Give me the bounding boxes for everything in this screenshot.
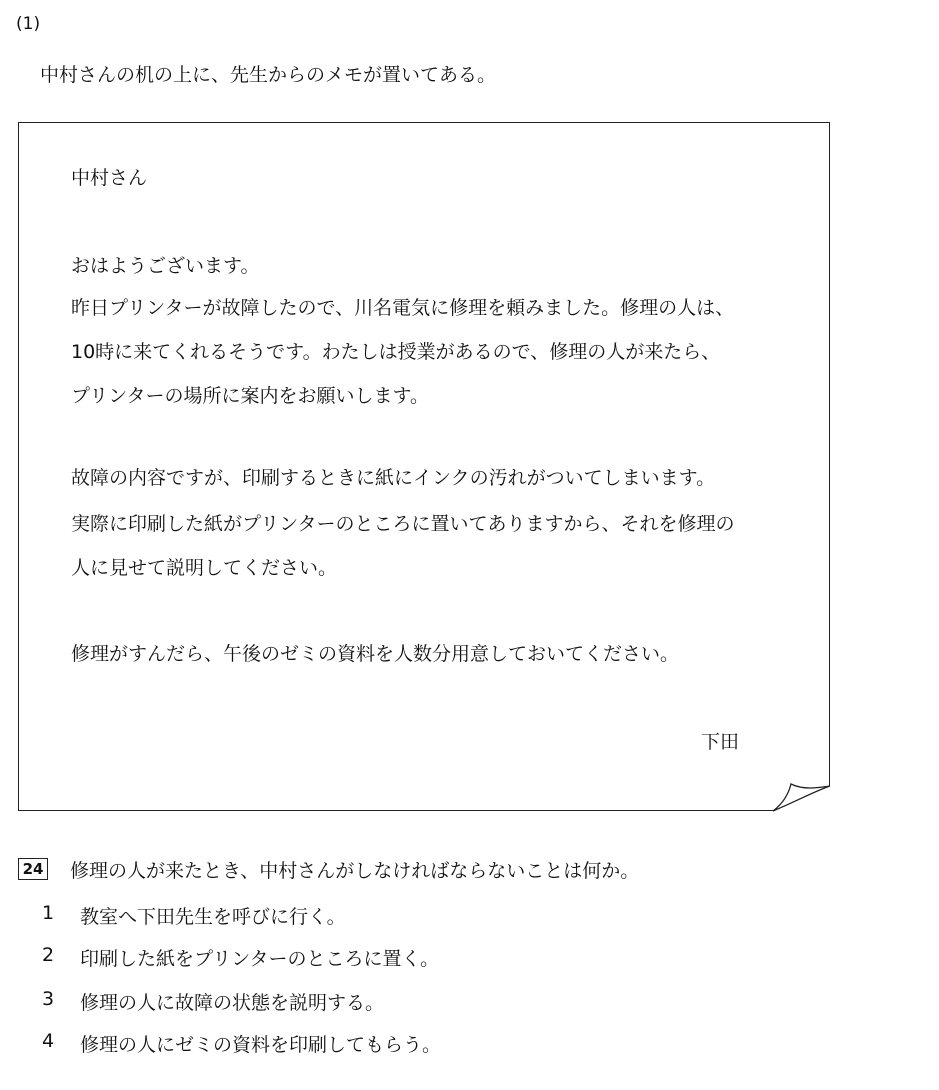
option-3-text[interactable]: 修理の人に故障の状態を説明する。: [80, 992, 385, 1014]
memo-signature: 下田: [700, 731, 739, 753]
memo-line-1: おはようございます。: [71, 255, 260, 277]
option-2-text[interactable]: 印刷した紙をプリンターのところに置く。: [80, 948, 440, 970]
memo-line-2: 昨日プリンターが故障したので、川名電気に修理を頼みました。修理の人は、: [71, 297, 735, 319]
memo-line-4: プリンターの場所に案内をお願いします。: [71, 385, 429, 407]
option-3-number: 3: [42, 988, 55, 1010]
option-4-text[interactable]: 修理の人にゼミの資料を印刷してもらう。: [80, 1034, 442, 1056]
memo-greeting-name: 中村さん: [71, 167, 148, 189]
option-1-number: 1: [42, 902, 55, 924]
memo-line-3: 10時に来てくれるそうです。わたしは授業があるので、修理の人が来たら、: [71, 341, 721, 363]
question-text: 修理の人が来たとき、中村さんがしなければならないことは何か。: [70, 860, 640, 882]
problem-label: (1): [16, 14, 41, 34]
question-number: 24: [18, 858, 48, 880]
option-2-number: 2: [42, 944, 55, 966]
memo-line-5: 故障の内容ですが、印刷するときに紙にインクの汚れがついてしまいます。: [71, 467, 716, 489]
option-4-number: 4: [42, 1030, 55, 1052]
memo-line-6: 実際に印刷した紙がプリンターのところに置いてありますから、それを修理の: [71, 513, 735, 535]
option-1-text[interactable]: 教室へ下田先生を呼びに行く。: [80, 906, 346, 928]
memo-line-8: 修理がすんだら、午後のゼミの資料を人数分用意しておいてください。: [71, 643, 680, 665]
page-curl-icon: [771, 780, 831, 812]
memo-note: [18, 122, 830, 811]
intro-text: 中村さんの机の上に、先生からのメモが置いてある。: [40, 64, 497, 86]
memo-line-7: 人に見せて説明してください。: [71, 557, 338, 579]
